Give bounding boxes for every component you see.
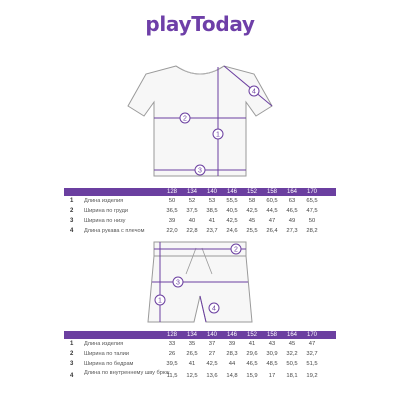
svg-text:2: 2	[234, 246, 238, 254]
brand-logo: playToday	[145, 12, 255, 36]
size-value-cell: 50	[168, 198, 176, 204]
table-row	[64, 349, 336, 359]
table-header	[64, 188, 336, 196]
size-value-cell: 26,5	[186, 351, 198, 357]
size-value-cell: 26	[168, 351, 176, 357]
size-value-cell: 11,5	[166, 373, 178, 379]
size-value-cell: 44,5	[266, 208, 278, 214]
size-value-cell: 22,8	[186, 228, 198, 234]
size-value-cell: 35	[188, 341, 196, 347]
row-label: Длина рукава с плечом	[84, 228, 145, 234]
row-number: 3	[70, 218, 74, 224]
svg-text:4: 4	[252, 88, 256, 96]
size-value-cell: 51,5	[306, 361, 318, 367]
size-value-cell: 39	[228, 341, 236, 347]
size-value-cell: 44	[228, 361, 236, 367]
size-header-164: 164	[286, 189, 297, 195]
size-value-cell: 42,5	[246, 208, 258, 214]
size-header-140: 140	[206, 332, 217, 338]
size-value-cell: 26,4	[266, 228, 278, 234]
size-value-cell: 47	[308, 341, 316, 347]
size-value-cell: 39	[168, 218, 176, 224]
size-value-cell: 45	[288, 341, 296, 347]
svg-text:4: 4	[212, 305, 216, 313]
size-value-cell: 17	[268, 373, 276, 379]
size-value-cell: 14,8	[226, 373, 238, 379]
size-value-cell: 29,6	[246, 351, 258, 357]
size-value-cell: 40	[188, 218, 196, 224]
size-value-cell: 28,2	[306, 228, 318, 234]
size-value-cell: 13,6	[206, 373, 218, 379]
row-number: 1	[70, 341, 74, 347]
size-value-cell: 37,5	[186, 208, 198, 214]
tshirt-marker-1	[213, 129, 223, 139]
row-label: Ширина по бедрам	[84, 361, 134, 367]
size-header-134: 134	[186, 332, 197, 338]
row-label: Ширина по низу	[84, 218, 126, 224]
size-value-cell: 52	[188, 198, 196, 204]
row-label: Ширина по груди	[84, 208, 129, 214]
size-header-152: 152	[246, 189, 257, 195]
row-label: Длина изделия	[84, 341, 124, 347]
size-header-140: 140	[206, 189, 217, 195]
shorts-size-table	[64, 331, 336, 383]
row-number: 2	[70, 351, 74, 357]
table-header	[64, 331, 336, 339]
table-row	[64, 359, 336, 369]
size-value-cell: 48,5	[266, 361, 278, 367]
size-value-cell: 37	[208, 341, 216, 347]
size-value-cell: 47	[268, 218, 276, 224]
size-value-cell: 38,5	[206, 208, 218, 214]
size-value-cell: 53	[208, 198, 216, 204]
tshirt-marker-2	[180, 113, 190, 123]
size-value-cell: 47,5	[306, 208, 318, 214]
size-value-cell: 18,1	[286, 373, 298, 379]
size-value-cell: 24,6	[226, 228, 238, 234]
size-value-cell: 60,5	[266, 198, 278, 204]
row-number: 2	[70, 208, 74, 214]
size-header-158: 158	[266, 189, 277, 195]
size-value-cell: 32,7	[306, 351, 318, 357]
svg-text:1: 1	[158, 297, 162, 305]
tshirt-size-table	[64, 188, 336, 236]
size-header-152: 152	[246, 332, 257, 338]
size-value-cell: 58	[248, 198, 256, 204]
size-header-146: 146	[226, 189, 237, 195]
size-header-158: 158	[266, 332, 277, 338]
shorts-illustration	[140, 238, 260, 330]
row-label: Ширина по талии	[84, 351, 130, 357]
svg-text:3: 3	[176, 279, 180, 287]
size-value-cell: 23,7	[206, 228, 218, 234]
size-header-170: 170	[306, 332, 317, 338]
size-header-170: 170	[306, 189, 317, 195]
size-value-cell: 50,5	[286, 361, 298, 367]
row-number: 4	[70, 373, 74, 379]
size-value-cell: 45	[248, 218, 256, 224]
size-header-146: 146	[226, 332, 237, 338]
tshirt-marker-4	[249, 86, 259, 96]
svg-text:3: 3	[198, 167, 202, 175]
size-value-cell: 42,5	[226, 218, 238, 224]
tshirt-marker-3	[195, 165, 205, 175]
size-value-cell: 63	[288, 198, 296, 204]
size-value-cell: 30,9	[266, 351, 278, 357]
size-value-cell: 55,5	[226, 198, 238, 204]
size-value-cell: 33	[168, 341, 176, 347]
table-row	[64, 196, 336, 206]
size-value-cell: 42,5	[206, 361, 218, 367]
size-value-cell: 41	[248, 341, 256, 347]
row-label: Длина изделия	[84, 198, 124, 204]
size-header-128: 128	[166, 332, 177, 338]
shorts-marker-2	[231, 244, 241, 254]
size-value-cell: 27,3	[286, 228, 298, 234]
size-value-cell: 50	[308, 218, 316, 224]
size-value-cell: 39,5	[166, 361, 178, 367]
row-number: 4	[70, 228, 74, 234]
table-row	[64, 339, 336, 349]
tshirt-illustration	[110, 60, 290, 182]
size-header-128: 128	[166, 189, 177, 195]
size-value-cell: 25,5	[246, 228, 258, 234]
shorts-marker-1	[155, 295, 165, 305]
size-value-cell: 22,0	[166, 228, 178, 234]
shorts-marker-4	[209, 303, 219, 313]
table-row	[64, 216, 336, 226]
size-value-cell: 41	[188, 361, 196, 367]
size-header-164: 164	[286, 332, 297, 338]
size-value-cell: 43	[268, 341, 276, 347]
shorts-marker-3	[173, 277, 183, 287]
table-row	[64, 206, 336, 216]
row-label: Длина по внутреннему шву брюк	[84, 370, 170, 376]
size-value-cell: 32,2	[286, 351, 298, 357]
svg-text:1: 1	[216, 131, 220, 139]
size-value-cell: 40,5	[226, 208, 238, 214]
row-number: 1	[70, 198, 74, 204]
size-value-cell: 12,5	[186, 373, 198, 379]
size-value-cell: 41	[208, 218, 216, 224]
svg-text:2: 2	[183, 115, 187, 123]
size-value-cell: 49	[288, 218, 296, 224]
table-row	[64, 226, 336, 236]
size-value-cell: 46,5	[286, 208, 298, 214]
size-value-cell: 19,2	[306, 373, 318, 379]
size-value-cell: 46,5	[246, 361, 258, 367]
row-number: 3	[70, 361, 74, 367]
size-value-cell: 36,5	[166, 208, 178, 214]
table-row	[64, 369, 336, 383]
size-value-cell: 28,3	[226, 351, 238, 357]
size-value-cell: 65,5	[306, 198, 318, 204]
size-value-cell: 27	[208, 351, 216, 357]
size-value-cell: 15,9	[246, 373, 258, 379]
size-header-134: 134	[186, 189, 197, 195]
